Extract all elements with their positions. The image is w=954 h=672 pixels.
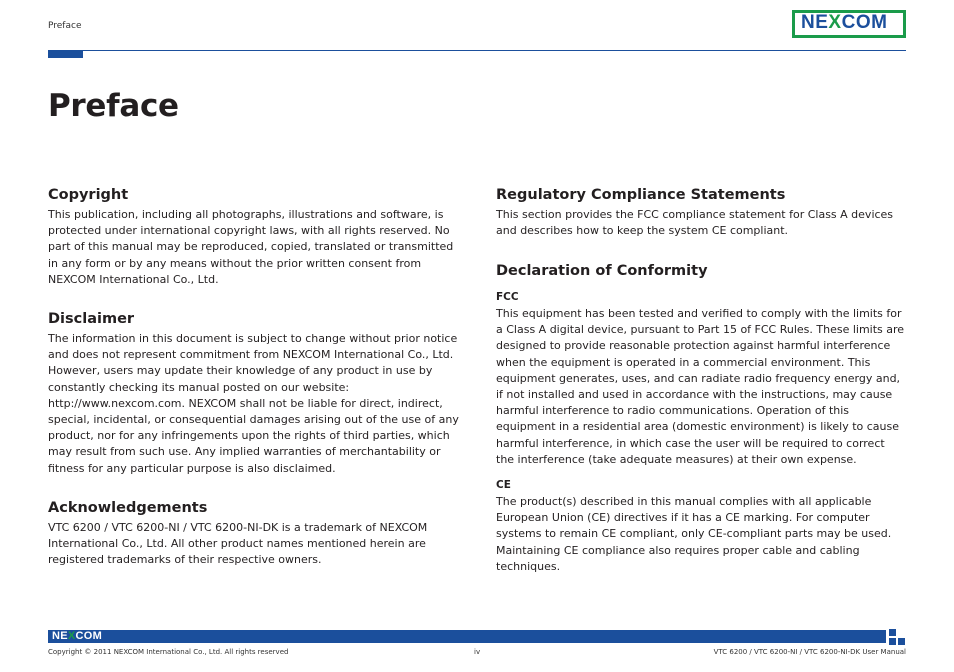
regulatory-section [496, 186, 906, 239]
acknowledgements-text: VTC 6200 / VTC 6200-NI / VTC 6200-NI-DK is a trademark of NEXCOM International Co., Ltd. All other product names mentioned herein are registered trademarks of their respective owners. [48, 521, 428, 567]
copyright-section [48, 186, 460, 288]
disclaimer-section [48, 310, 460, 477]
declaration-section [496, 262, 906, 575]
header-tab-marker [48, 50, 83, 58]
nexcom-logo-text: NEXCOM [801, 12, 888, 33]
nexcom-logo [792, 10, 906, 38]
footer-manual-title: VTC 6200 / VTC 6200-NI / VTC 6200-NI-DK User Manual [713, 648, 906, 656]
acknowledgements-heading: Acknowledgements [48, 500, 208, 516]
regulatory-text: This section provides the FCC compliance statement for Class A devices and describes how to keep the system CE compliant. [496, 208, 894, 238]
disclaimer-text: The information in this document is subject to change without prior notice and does not represent commitment from NEXCOM International Co., Ltd. However, users may update their knowledge of any product in use by constantly checking its manual posted on our website: http://www.nexcom.com. NEXCOM shall not be liable for direct, indirect, special, incidental, or consequential damages arising out of the use of any product, nor for any infringements upon the rights of third parties, which may result from such use. Any implied warranties of merchantability or fitness for any particular purpose is also disclaimed. [48, 332, 459, 475]
footer-copyright: Copyright © 2011 NEXCOM International Co., Ltd. All rights reserved [48, 648, 289, 656]
disclaimer-heading: Disclaimer [48, 311, 135, 327]
footer-bar [48, 630, 886, 643]
header-label: Preface [48, 21, 82, 31]
copyright-heading: Copyright [48, 187, 129, 203]
footer-squares-icon [889, 629, 906, 645]
declaration-heading: Declaration of Conformity [496, 263, 708, 279]
fcc-heading: FCC [496, 291, 519, 303]
page-number: iv [474, 648, 481, 656]
ce-text: The product(s) described in this manual complies with all applicable European Union (CE) directives if it has a CE marking. For computer systems to remain CE compliant, only CE-compliant parts may be used. Maintaining CE compliance also requires proper cable and cabling techniques. [496, 495, 892, 573]
fcc-text: This equipment has been tested and verified to comply with the limits for a Class A digital device, pursuant to Part 15 of FCC Rules. These limits are designed to provide reasonable protection against harmful interference when the equipment is operated in a commercial environment. This equipment generates, uses, and can radiate radio frequency energy and, if not installed and used in accordance with the instructions, may cause harmful interference to radio communications. Operation of this equipment in a residential area (domestic environment) is likely to cause harmful interference, in which case the user will be required to correct the interference (take adequate measures) at their own expense. [496, 307, 905, 466]
ce-heading: CE [496, 479, 511, 492]
regulatory-heading: Regulatory Compliance Statements [496, 187, 786, 203]
footer-logo: NEXCOM [52, 630, 103, 642]
copyright-text: This publication, including all photographs, illustrations and software, is protected under international copyright laws, with all rights reserved. No part of this manual may be reproduced, copied, translated or transmitted in any form or by any means without the prior written consent from NEXCOM International Co., Ltd. [48, 208, 454, 286]
header-rule [48, 50, 906, 51]
acknowledgements-section [48, 499, 460, 569]
page-title: Preface [48, 88, 179, 124]
